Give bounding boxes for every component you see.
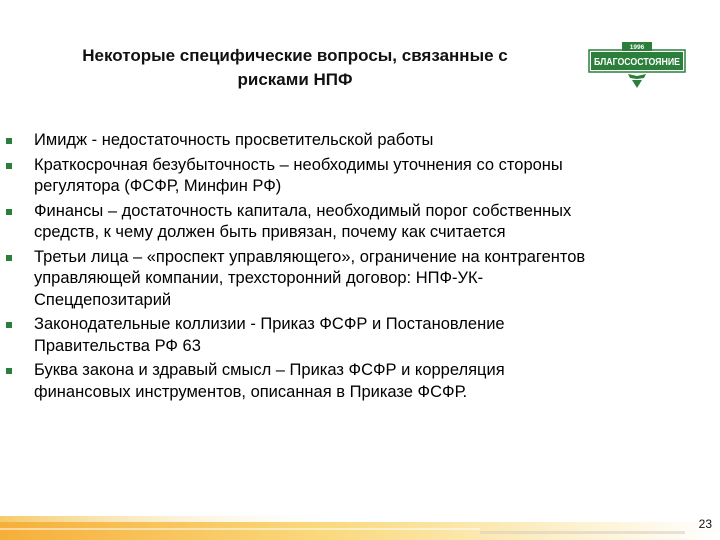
bottom-decorative-band xyxy=(0,516,720,540)
bullet-line: Третьи лица – «проспект управляющего», ограничение на контрагентов xyxy=(34,247,586,266)
bullet-list xyxy=(6,130,646,406)
logo-emblem-icon xyxy=(628,74,646,88)
bullet-line: Буква закона и здравый смысл – Приказ ФСФР и корреляция xyxy=(34,361,505,379)
bullet-line: Правительства РФ 63 xyxy=(34,336,201,355)
square-bullet-icon xyxy=(6,322,12,328)
bullet-item xyxy=(6,201,646,244)
bullet-line: регулятора (ФСФР, Минфин РФ) xyxy=(34,177,282,195)
logo-top-text: 1996 xyxy=(629,44,645,51)
square-bullet-icon xyxy=(6,138,12,144)
bullet-line: Законодательные коллизии - Приказ ФСФР и Постановление xyxy=(34,315,505,333)
logo-text: БЛАГОСОСТОЯНИЕ xyxy=(594,57,681,68)
bullet-item xyxy=(6,130,646,152)
bullet-item xyxy=(6,360,646,403)
bullet-line: Финансы – достаточность капитала, необходимый порог собственных xyxy=(34,201,572,220)
bullet-line: Имидж - недостаточность просветительской работы xyxy=(34,131,434,149)
bullet-item xyxy=(6,155,646,198)
square-bullet-icon xyxy=(6,163,12,169)
bullet-line: финансовых инструментов, описанная в Приказе ФСФР. xyxy=(34,382,468,401)
blagosostoyanie-logo xyxy=(588,40,686,90)
bullet-item xyxy=(6,247,646,312)
bullet-line: управляющей компании, трехсторонний договор: НПФ-УК- xyxy=(34,269,484,287)
square-bullet-icon xyxy=(6,209,12,215)
footer-faint-text xyxy=(480,531,685,534)
page-number: 23 xyxy=(698,517,712,531)
bullet-line: средств, к чему должен быть привязан, почему как считается xyxy=(34,223,506,241)
bullet-item xyxy=(6,314,646,357)
title-line-2: рисками НПФ xyxy=(237,70,353,89)
bullet-line: Спецдепозитарий xyxy=(34,290,172,309)
square-bullet-icon xyxy=(6,255,12,261)
slide-title xyxy=(30,44,560,92)
bullet-line: Краткосрочная безубыточность – необходимы уточнения со стороны xyxy=(34,155,563,174)
title-line-1: Некоторые специфические вопросы, связанные с xyxy=(82,46,508,65)
square-bullet-icon xyxy=(6,368,12,374)
